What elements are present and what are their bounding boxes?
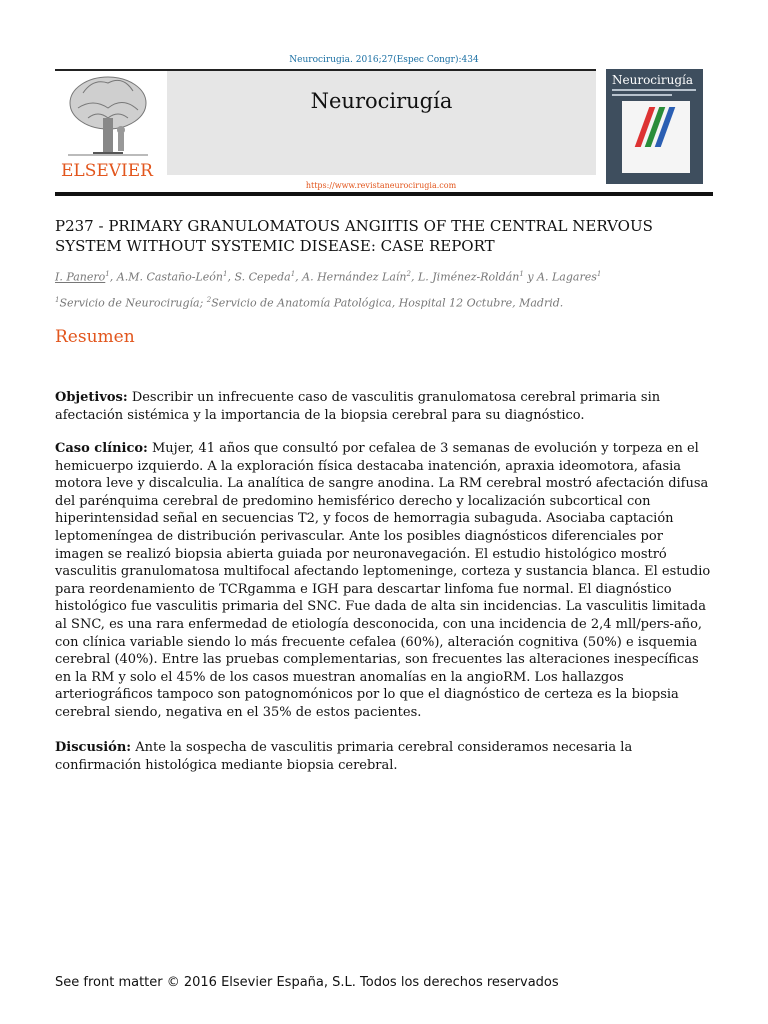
journal-cover-image	[606, 69, 703, 184]
header-rule-bottom	[55, 192, 713, 196]
author-affiliation-mark: 1	[223, 270, 228, 278]
resumen-heading: Resumen	[55, 327, 135, 347]
caso-clinico-label: Caso clínico:	[55, 441, 148, 456]
affiliation-mark: 2	[206, 296, 212, 304]
author-affiliation-mark: 1	[519, 270, 524, 278]
author-name: A. Hernández Laín	[302, 270, 407, 284]
elsevier-logo	[55, 71, 165, 184]
author-name: A.M. Castaño-León	[116, 270, 223, 284]
journal-url-link[interactable]: https://www.revistaneurocirugia.com	[305, 181, 457, 190]
discusion-text: Ante la sospecha de vasculitis primaria cerebral consideramos necesaria la confirmación histológica mediante biopsia cerebral.	[55, 740, 633, 773]
objetivos-paragraph	[55, 389, 715, 424]
author-name: L. Jiménez-Roldán	[417, 270, 520, 284]
objetivos-text: Describir un infrecuente caso de vasculitis granulomatosa cerebral primaria sin afectación sistémica y la importancia de la biopsia cerebral para su diagnóstico.	[55, 390, 661, 423]
copyright-footer: See front matter © 2016 Elsevier España, S.L. Todos los derechos reservados	[55, 975, 559, 990]
affiliation-1: Servicio de Neurocirugía;	[59, 296, 207, 310]
author-name: A. Lagares	[537, 270, 597, 284]
author-name[interactable]: I. Panero	[55, 270, 106, 284]
author-affiliation-mark: 1	[596, 270, 602, 278]
cover-title: Neurocirugía	[612, 73, 693, 87]
journal-title-band	[167, 71, 596, 175]
author-affiliation-mark: 1	[105, 270, 110, 278]
article-title: P237 - PRIMARY GRANULOMATOUS ANGIITIS OF THE CENTRAL NERVOUS SYSTEM WITHOUT SYSTEMIC DISEASE: CASE REPORT	[55, 217, 653, 255]
elsevier-wordmark: ELSEVIER	[61, 161, 153, 181]
elsevier-tree-icon	[63, 73, 153, 161]
author-list: I. Panero$^1$, A.M. Castaño-León$^1$, S. Cepeda$^1$, A. Hernández Laín$^2$, L. Jiménez-Roldán$^1$ y A. Lagares$^1$	[55, 270, 602, 284]
objetivos-label: Objetivos:	[55, 390, 128, 405]
caso-clinico-paragraph	[55, 440, 715, 722]
cover-subtitle-line	[612, 94, 672, 96]
journal-title: Neurocirugía	[310, 89, 453, 113]
affiliation-2: Servicio de Anatomía Patológica, Hospital 12 Octubre, Madrid.	[211, 296, 564, 310]
affiliation-mark: 1	[55, 296, 60, 304]
author-affiliation-mark: 2	[406, 270, 411, 278]
caso-clinico-text: Mujer, 41 años que consultó por cefalea de 3 semanas de evolución y torpeza en el hemicuerpo izquierdo. A la exploración física destacaba inatención, apraxia ideomotora, afasia motora leve y discalculia. La analítica de sangre anodina. La RM cerebral mostró afectación difusa del parénquima cerebral de predomino hemisférico derecho y localización subcortical con hiperintensidad señal en secuencias T2, y focos de hemorragia subaguda. Asociaba captación leptomeníngea de distribución perivascular. Ante los posibles diagnósticos diferenciales por imagen se realizó biopsia abierta guiada por neuronavegación. El estudio histológico mostró vasculitis granulomatosa multifocal afectando leptomeninge, corteza y sustancia blanca. El estudio para reordenamiento de TCRgamma e IGH para descartar linfoma fue normal. El diagnóstico histológico fue vasculitis primaria del SNC. Fue dada de alta sin incidencias. La vasculitis limitada al SNC, es una rara enfermedad de etiología desconocida, con una incidencia de 2,4 mll/pers-año, con clínica variable siendo lo más frecuente cefalea (60%), alteración cognitiva (50%) e isquemia cerebral (40%). Entre las pruebas complementarias, son frecuentes las alteraciones inespecíficas en la RM y solo el 45% de los casos muestran anomalías en la angioRM. Los hallazgos arteriográficos tampoco son patognomónicos por lo que el diagnóstico de certeza es la biopsia cerebral siendo, negativa en el 35% de estos pacientes.	[55, 441, 711, 720]
cover-subtitle-line	[612, 89, 696, 91]
affiliations	[55, 296, 713, 310]
cover-artwork	[622, 101, 690, 173]
citation-line[interactable]: Neurocirugia. 2016;27(Espec Congr):434	[289, 55, 479, 65]
author-affiliation-mark: 1	[290, 270, 296, 278]
discusion-label: Discusión:	[55, 740, 132, 755]
author-name: S. Cepeda	[234, 270, 291, 284]
discusion-paragraph	[55, 739, 715, 774]
journal-header	[55, 69, 713, 194]
